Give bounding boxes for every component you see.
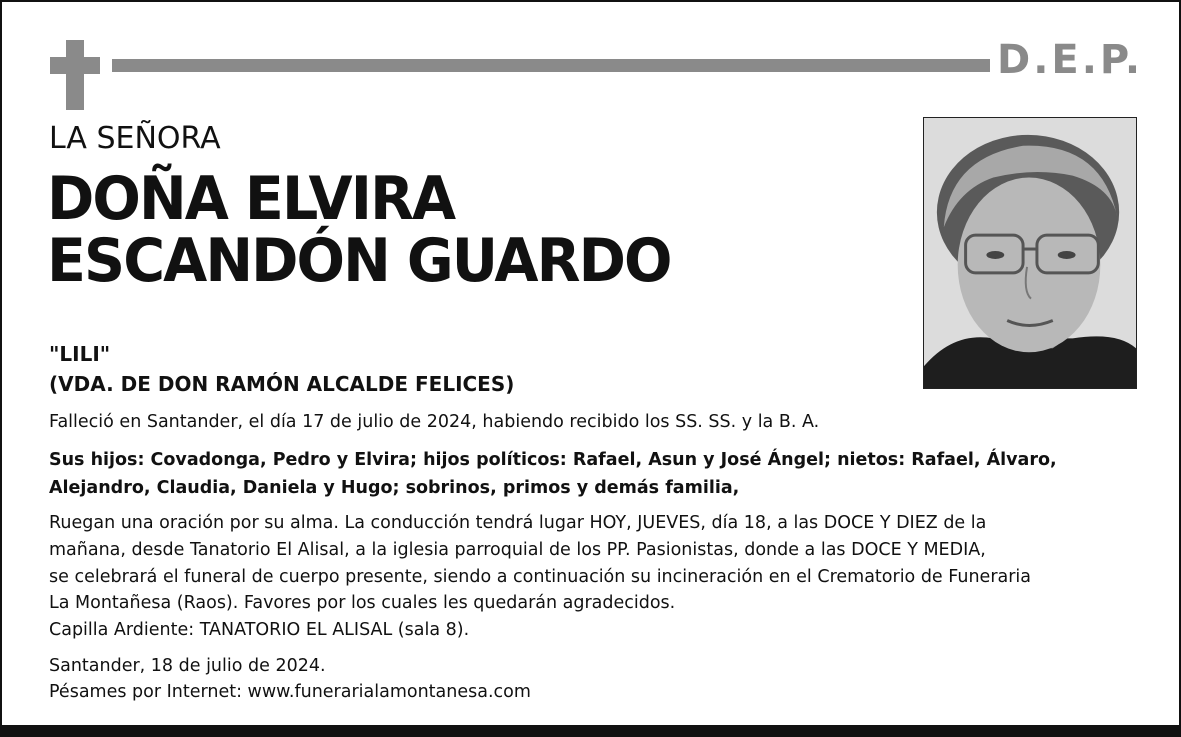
family-line: Alejandro, Claudia, Daniela y Hugo; sobrinos, primos y demás familia, (49, 478, 740, 498)
request-line: Ruegan una oración por su alma. La conducción tendrá lugar HOY, JUEVES, día 18, a las DOCE Y DIEZ de la (49, 513, 987, 533)
request-line: mañana, desde Tanatorio El Alisal, a la iglesia parroquial de los PP. Pasionistas, donde a las DOCE Y MEDIA, (49, 540, 986, 560)
place-date: Santander, 18 de julio de 2024. (49, 656, 326, 676)
nickname: "LILI" (49, 342, 111, 366)
header-rule (112, 59, 990, 72)
request-line: Capilla Ardiente: TANATORIO EL ALISAL (sala 8). (49, 620, 470, 640)
cross-icon (66, 40, 84, 110)
death-notice: Falleció en Santander, el día 17 de julio de 2024, habiendo recibido los SS. SS. y la B. A. (49, 412, 820, 432)
request-line: se celebrará el funeral de cuerpo presente, siendo a continuación su incineración en el Crematorio de Funeraria (49, 567, 1032, 587)
bottom-border (2, 725, 1179, 735)
deceased-name-line1: DOÑA ELVIRA (47, 164, 455, 234)
dep-label: D.E.P. (997, 37, 1144, 83)
honorific-prefix: LA SEÑORA (49, 121, 221, 156)
widow-of: (VDA. DE DON RAMÓN ALCALDE FELICES) (49, 372, 515, 396)
portrait-photo (923, 117, 1137, 389)
cross-icon-arm (50, 57, 100, 74)
family-line: Sus hijos: Covadonga, Pedro y Elvira; hijos políticos: Rafael, Asun y José Ángel; nietos: Rafael, Álvaro, (49, 450, 1057, 470)
condolences-link: Pésames por Internet: www.funerarialamontanesa.com (49, 682, 531, 702)
request-line: La Montañesa (Raos). Favores por los cuales les quedarán agradecidos. (49, 593, 676, 613)
deceased-name-line2: ESCANDÓN GUARDO (47, 226, 671, 296)
